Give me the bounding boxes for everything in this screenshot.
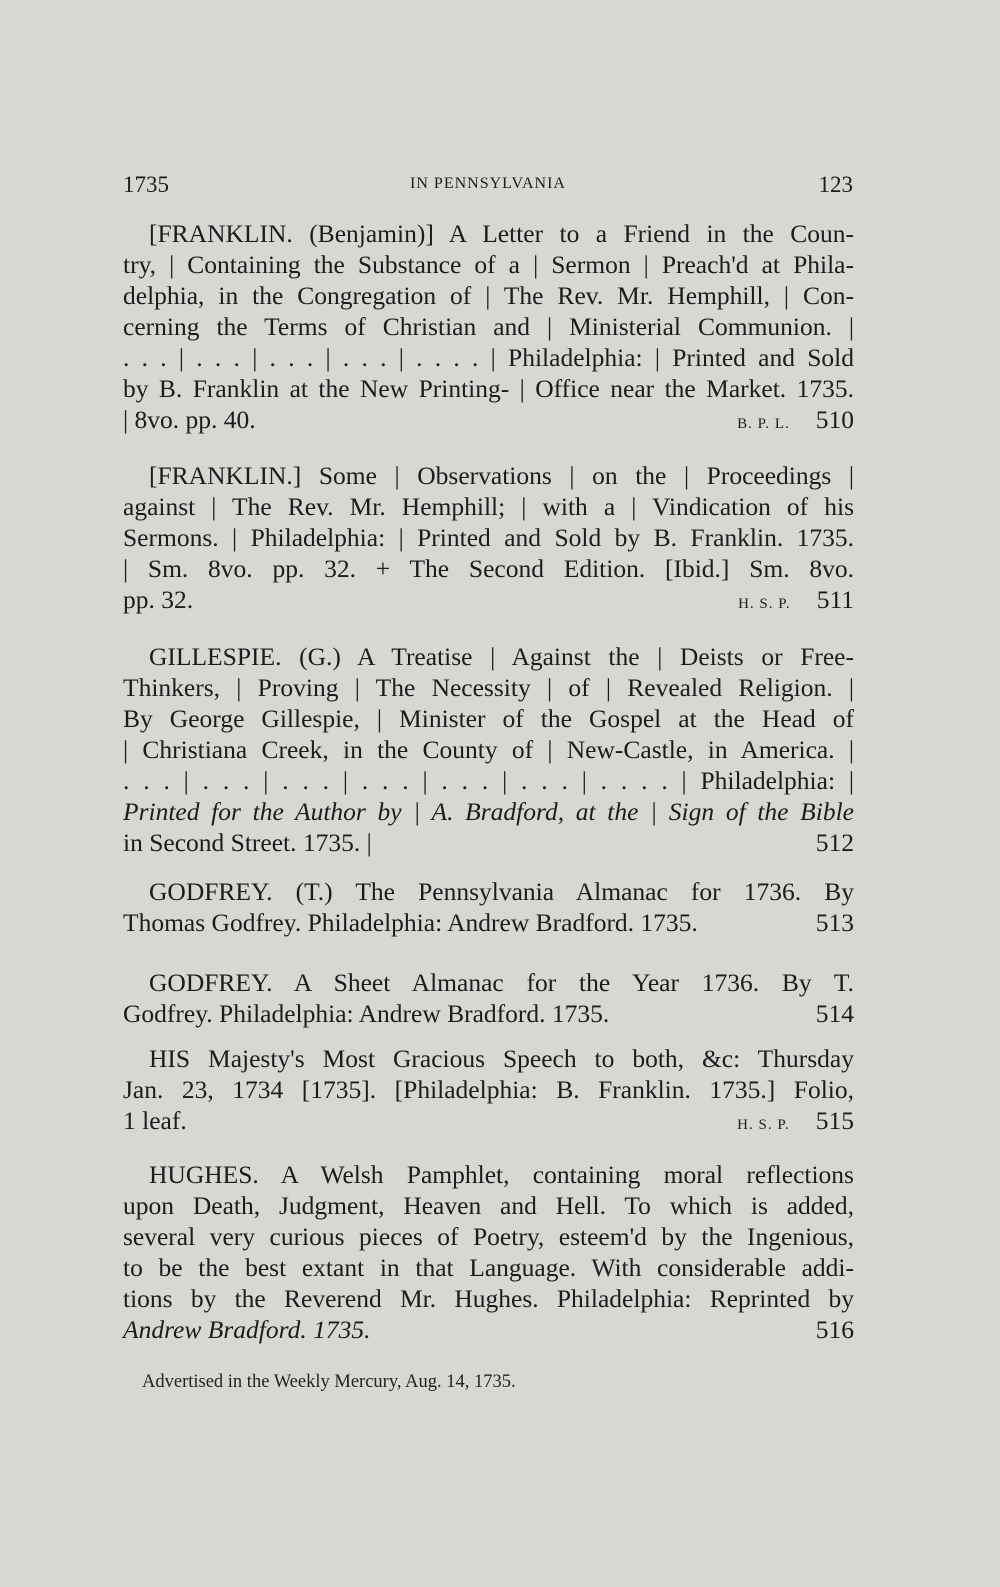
bibliography-entry-514 [123,967,854,1029]
bibliography-entry-515 [123,1043,854,1141]
entry-line: tions by the Reverend Mr. Hughes. Philadelphia: Reprinted by [123,1284,854,1313]
page-number: 123 [818,172,853,197]
running-title: IN PENNSYLVANIA [410,175,566,192]
entry-line: [FRANKLIN.] Some | Observations | on the | Proceedings | [149,461,854,490]
library-location: H. S. P. [738,596,791,612]
entry-last-line: 1 leaf. [123,1106,187,1135]
bibliography-entry-513 [123,876,854,938]
entry-end-row [123,1105,854,1141]
entry-line: | Christiana Creek, in the County of | New-Castle, in America. | [123,735,854,764]
entry-line: GODFREY. (T.) The Pennsylvania Almanac for 1736. By [149,877,854,906]
bibliography-entry-511 [123,460,854,620]
entry-last-line: Godfrey. Philadelphia: Andrew Bradford. 1735. [123,999,610,1028]
entry-number: 512 [815,828,854,857]
entry-line: Sermons. | Philadelphia: | Printed and Sold by B. Franklin. 1735. [123,523,854,552]
entry-line: . . . | . . . | . . . | . . . | . . . . | Philadelphia: | Printed and Sold [123,343,854,372]
entry-end-row [123,827,854,863]
library-location: H. S. P. [737,1117,790,1133]
entry-line: By George Gillespie, | Minister of the Gospel at the Head of [123,704,854,733]
entry-end-row [123,404,854,440]
entry-line: [FRANKLIN. (Benjamin)] A Letter to a Friend in the Coun- [149,219,854,248]
entry-line: try, | Containing the Substance of a | Sermon | Preach'd at Phila- [123,250,854,279]
entry-number: 513 [815,908,854,937]
entry-number: 516 [815,1315,854,1344]
entry-number: 510 [815,405,854,434]
entry-line: . . . | . . . | . . . | . . . | . . . | . . . | . . . . | Philadelphia: | [123,766,854,795]
entry-last-line: pp. 32. [123,585,194,614]
entry-line: | Sm. 8vo. pp. 32. + The Second Edition. [Ibid.] Sm. 8vo. [123,554,854,583]
entry-last-line: in Second Street. 1735. | [123,828,372,857]
entry-line: GILLESPIE. (G.) A Treatise | Against the | Deists or Free- [149,642,854,671]
entry-end-row [123,1314,854,1345]
bibliography-entry-512 [123,641,854,863]
entry-end-row [123,998,854,1029]
entry-line: upon Death, Judgment, Heaven and Hell. To which is added, [123,1191,854,1220]
entry-number: 511 [816,585,854,614]
header-year: 1735 [123,172,169,197]
running-header [123,172,853,202]
entry-line: against | The Rev. Mr. Hemphill; | with a | Vindication of his [123,492,854,521]
entry-line: delphia, in the Congregation of | The Rev. Mr. Hemphill, | Con- [123,281,854,310]
entry-number: 514 [815,999,854,1028]
entry-line: GODFREY. A Sheet Almanac for the Year 1736. By T. [149,968,854,997]
entry-line: to be the best extant in that Language. With considerable addi- [123,1253,854,1282]
entry-last-line: | 8vo. pp. 40. [123,405,256,434]
entry-line: Printed for the Author by | A. Bradford, at the | Sign of the Bible [123,797,854,826]
entry-line: several very curious pieces of Poetry, esteem'd by the Ingenious, [123,1222,854,1251]
entry-last-line: Thomas Godfrey. Philadelphia: Andrew Bradford. 1735. [123,908,698,937]
entry-line: Thinkers, | Proving | The Necessity | of | Revealed Religion. | [123,673,854,702]
bibliography-entry-516 [123,1159,854,1345]
entry-line: HIS Majesty's Most Gracious Speech to both, &c: Thursday [149,1044,854,1073]
library-location: B. P. L. [737,416,790,432]
entry-line: cerning the Terms of Christian and | Ministerial Communion. | [123,312,854,341]
entry-line: by B. Franklin at the New Printing- | Office near the Market. 1735. [123,374,854,403]
entry-number: 515 [815,1106,854,1135]
entry-last-line: Andrew Bradford. 1735. [123,1315,371,1344]
bibliography-entry-510 [123,218,854,440]
footnote: Advertised in the Weekly Mercury, Aug. 14, 1735. [142,1372,516,1392]
entry-line: HUGHES. A Welsh Pamphlet, containing moral reflections [149,1160,854,1189]
entry-line: Jan. 23, 1734 [1735]. [Philadelphia: B. Franklin. 1735.] Folio, [123,1075,854,1104]
entry-end-row [123,584,854,620]
entry-end-row [123,907,854,938]
